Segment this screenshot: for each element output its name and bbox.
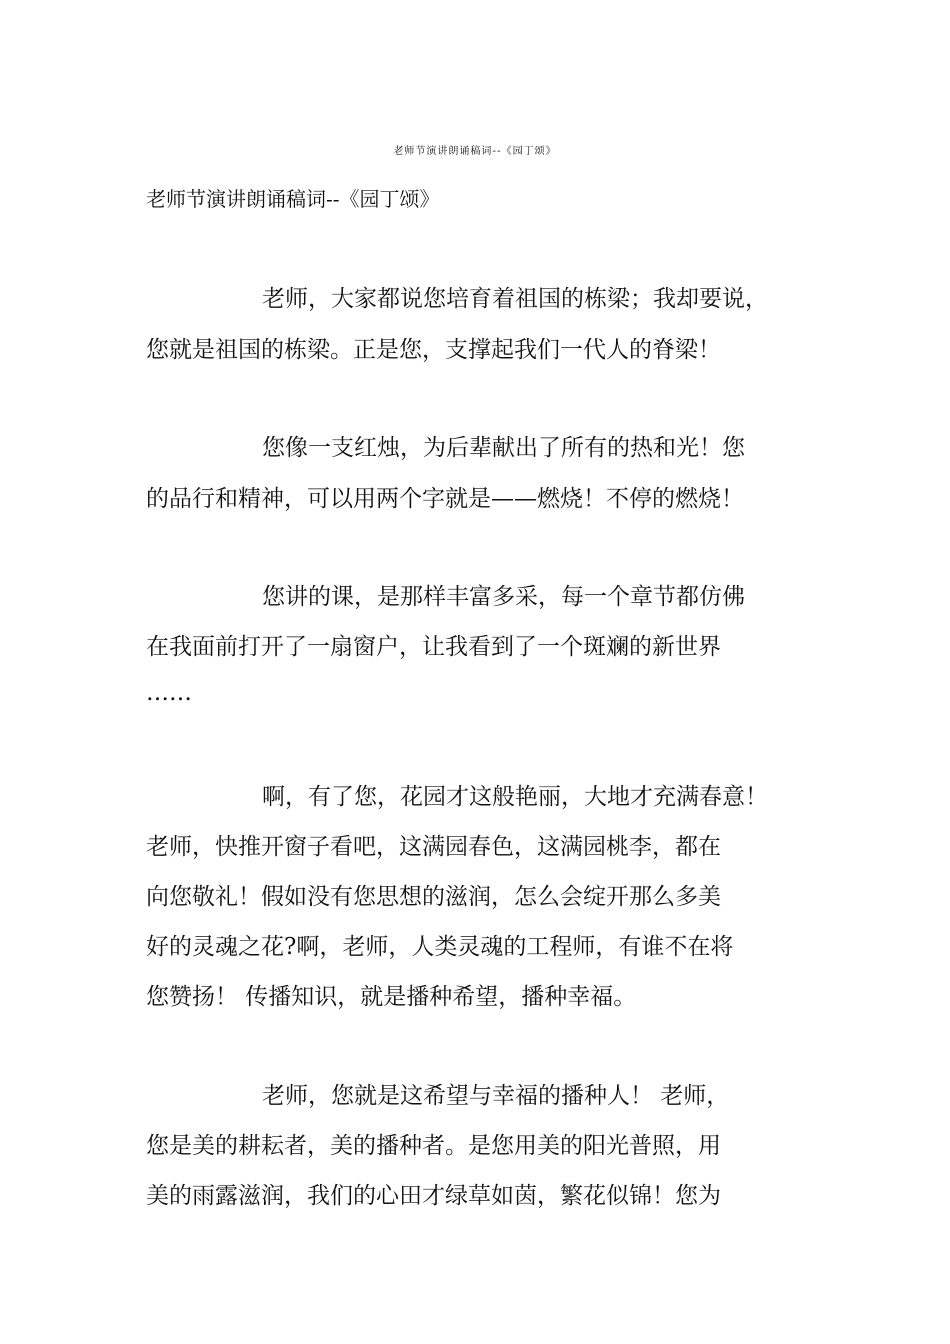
paragraph-line: 在我面前打开了一扇窗户，让我看到了一个斑斓的新世界 <box>146 634 721 660</box>
paragraph-line: 老师，大家都说您培育着祖国的栋梁；我却要说， <box>262 286 768 312</box>
paragraph-line: 老师，快推开窗子看吧，这满园春色，这满园桃李，都在 <box>146 834 721 860</box>
document-title: 老师节演讲朗诵稿词--《园丁颂》 <box>393 146 557 157</box>
paragraph-line: 您就是祖国的栋梁。正是您，支撑起我们一代人的脊梁！ <box>146 337 721 363</box>
paragraph-line: 美的雨露滋润，我们的心田才绿草如茵，繁花似锦！您为 <box>146 1183 721 1209</box>
document-subtitle: 老师节演讲朗诵稿词--《园丁颂》 <box>146 187 440 211</box>
paragraph-line: 您是美的耕耘者，美的播种者。是您用美的阳光普照，用 <box>146 1133 721 1159</box>
paragraph-line: 老师，您就是这希望与幸福的播种人！ 老师， <box>262 1083 730 1109</box>
paragraph-line: 的品行和精神，可以用两个字就是——燃烧！不停的燃烧！ <box>146 486 744 512</box>
paragraph-line: 您讲的课，是那样丰富多采，每一个章节都仿佛 <box>262 584 745 610</box>
paragraph-line: 啊，有了您，花园才这般艳丽，大地才充满春意！ <box>262 784 768 810</box>
paragraph-line: 向您敬礼！假如没有您思想的滋润，怎么会绽开那么多美 <box>146 884 721 910</box>
paragraph-line: …… <box>146 680 192 706</box>
paragraph-line: 您像一支红烛，为后辈献出了所有的热和光！您 <box>262 435 745 461</box>
paragraph-line: 好的灵魂之花?啊，老师，人类灵魂的工程师，有谁不在将 <box>146 934 734 960</box>
paragraph-line: 您赞扬！ 传播知识，就是播种希望，播种幸福。 <box>146 984 637 1010</box>
